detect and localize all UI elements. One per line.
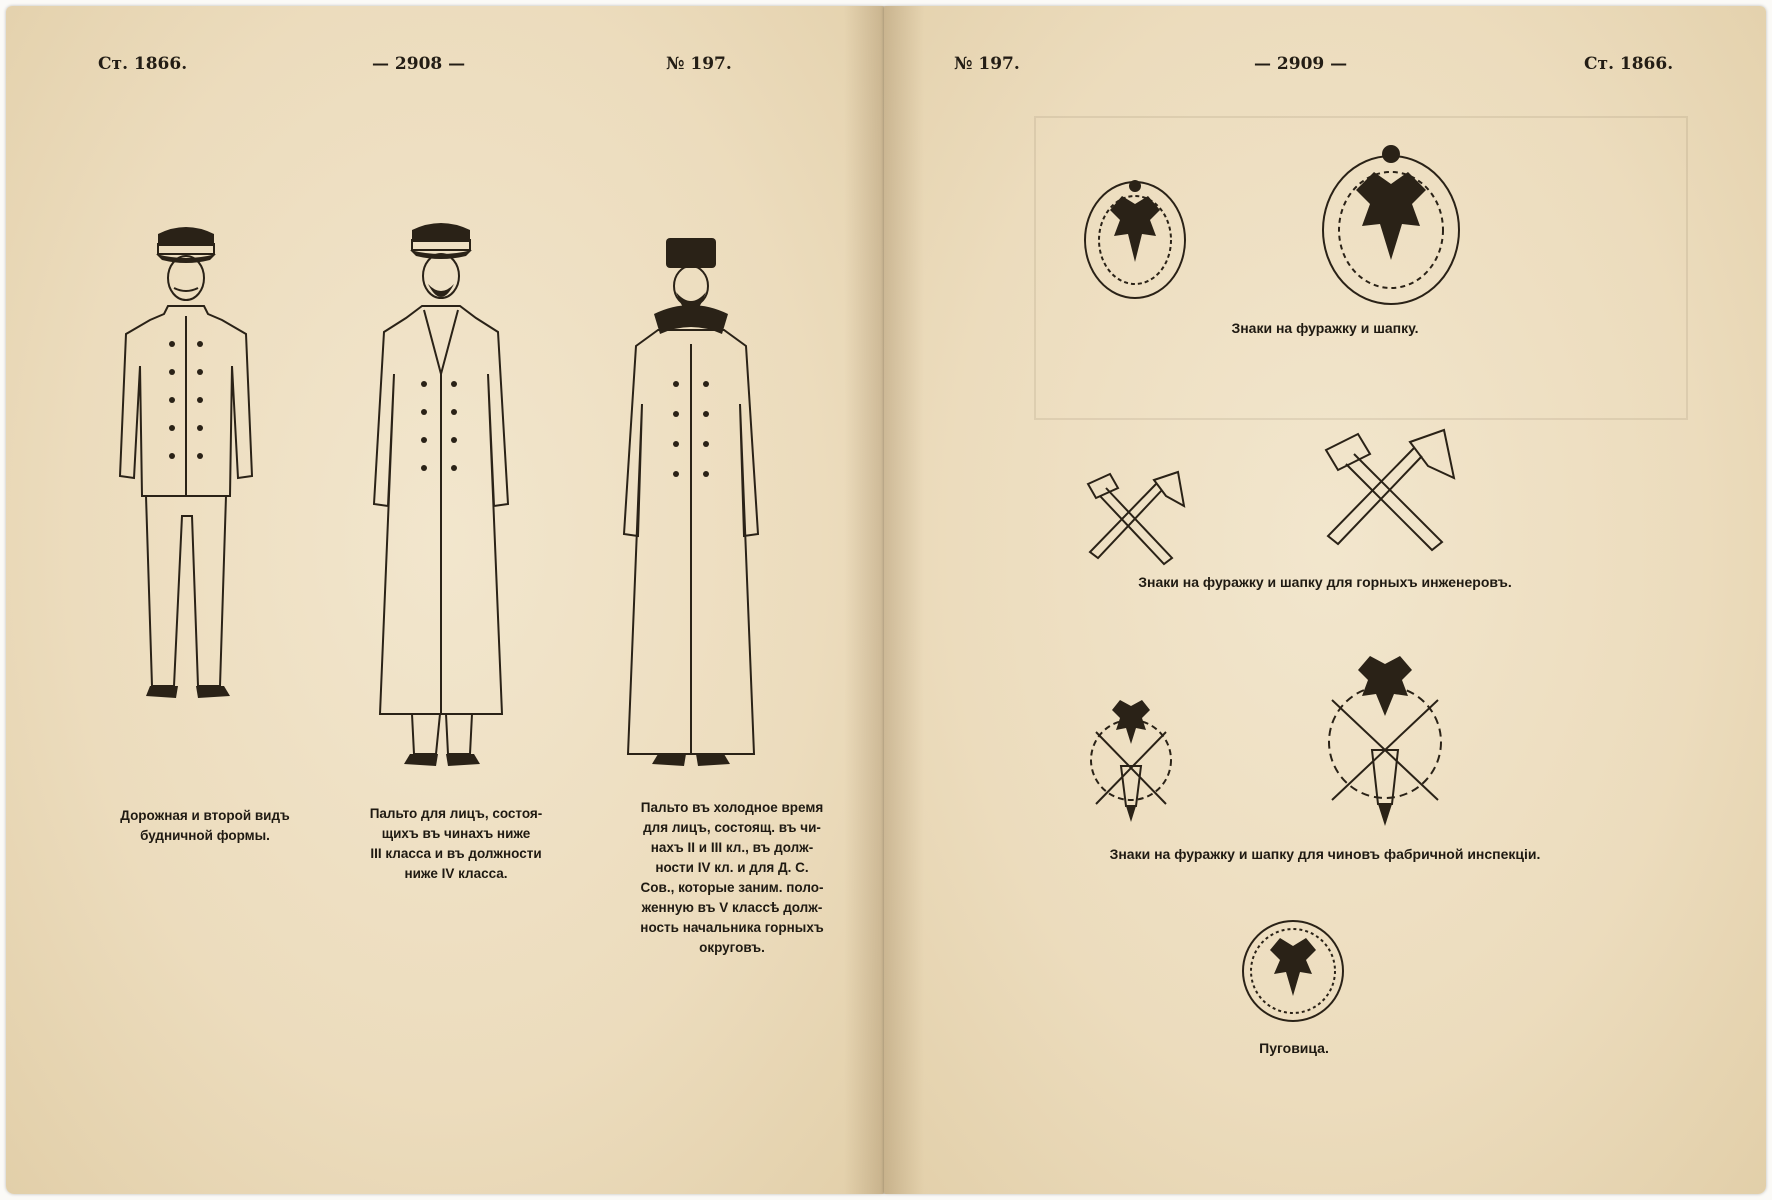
caption-inspection-badges: Знаки на фуражку и шапку для чиновъ фабричной инспекціи. xyxy=(1109,846,1541,862)
figure-travel-uniform xyxy=(106,216,266,706)
caption-coat-lower-ranks: Пальто для лицъ, состоя- щихъ въ чинахъ ниже III класса и въ должности ниже IV класса. xyxy=(369,806,543,881)
caption-button: Пуговица. xyxy=(1259,1040,1329,1056)
right-page-number: — 2909 — xyxy=(1254,54,1348,74)
caption-travel-uniform: Дорожная и второй видъ будничной формы. xyxy=(120,808,290,843)
mining-badge-large-icon xyxy=(1312,424,1462,554)
inspection-badge-small-icon xyxy=(1076,696,1186,826)
left-header-issue: № 197. xyxy=(666,54,732,74)
left-page xyxy=(6,6,884,1194)
figure-winter-coat xyxy=(616,234,766,784)
figure-coat-lower-ranks xyxy=(366,214,516,774)
caption-winter-coat: Пальто въ холодное время для лицъ, состоящ. въ чи- нахъ II и III кл., въ долж- ности IV кл. и для Д. С. Сов., которые заним. поло- женную въ V классѣ долж- ность начальника горныхъ округовъ. xyxy=(640,800,824,955)
right-header-article: Ст. 1866. xyxy=(1584,54,1674,74)
button-icon xyxy=(1238,916,1348,1026)
cap-badge-large-icon xyxy=(1316,132,1466,312)
right-header-issue: № 197. xyxy=(954,54,1020,74)
left-page-number: — 2908 — xyxy=(372,54,466,74)
cap-badge-small-icon xyxy=(1080,166,1190,306)
caption-mining-badges: Знаки на фуражку и шапку для горныхъ инженеровъ. xyxy=(1138,574,1512,590)
left-header-article: Ст. 1866. xyxy=(98,54,188,74)
inspection-badge-large-icon xyxy=(1310,650,1460,830)
mining-badge-small-icon xyxy=(1074,466,1194,566)
caption-cap-badges: Знаки на фуражку и шапку. xyxy=(1231,320,1419,336)
right-page xyxy=(884,6,1766,1194)
